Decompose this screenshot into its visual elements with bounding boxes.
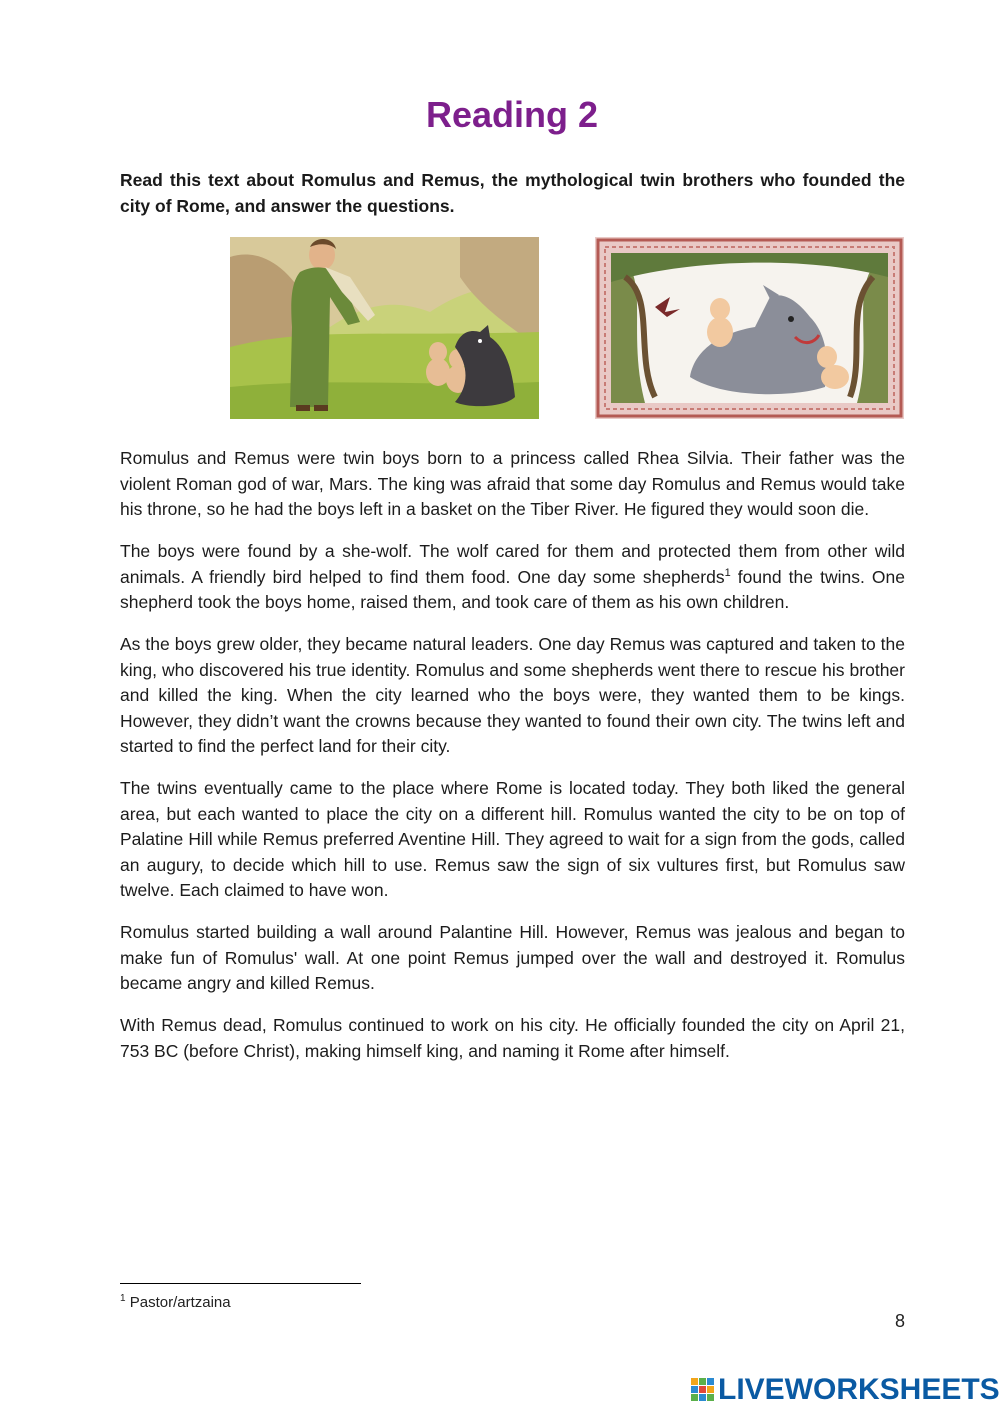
footnote-reference: 1	[724, 566, 731, 579]
footnote	[120, 1293, 231, 1311]
she-wolf-with-twins-image	[595, 237, 904, 419]
paragraph-4: The twins eventually came to the place where Rome is located today. They both liked the general area, but each wanted to place the city on a different hill. Romulus wanted the city to be on top of Palatine Hill while Remus preferred Aventine Hill. They agreed to wait for a sign from the gods, called an augury, to decide which hill to use. Remus saw the sign of six vultures first, but Romulus saw twelve. Each claimed to have won.	[120, 778, 905, 900]
paragraph-2	[120, 539, 905, 616]
paragraph-2-part-2: found the twins. One shepherd took the boys home, raised them, and took care of them as his own children.	[120, 566, 905, 612]
liveworksheets-brand[interactable]	[690, 1374, 1000, 1406]
page-title: Reading 2	[425, 94, 599, 135]
paragraph-2-part-1: The boys were found by a she-wolf. The wolf cared for them and protected them from other wild animals. A friendly bird helped to find them food. One day some shepherds	[120, 541, 905, 587]
page-number: 8	[894, 1311, 905, 1331]
shepherd-finding-twins-image	[230, 237, 539, 419]
paragraph-5: Romulus started building a wall around Palantine Hill. However, Remus was jealous and began to make fun of Romulus' wall. At one point Remus jumped over the wall and destroyed it. Romulus became angry and killed Remus.	[120, 922, 905, 993]
footnote-marker: 1	[120, 1293, 126, 1304]
reading-text	[120, 446, 905, 1081]
paragraph-1: Romulus and Remus were twin boys born to a princess called Rhea Silvia. Their father was the violent Roman god of war, Mars. The king was afraid that some day Romulus and Remus would take his throne, so he had the boys left in a basket on the Tiber River. He figured they would soon die.	[120, 448, 905, 519]
liveworksheets-logo-icon	[690, 1377, 716, 1403]
reading-instructions: Read this text about Romulus and Remus, the mythological twin brothers who founded the city of Rome, and answer the questions.	[120, 170, 905, 216]
liveworksheets-wordmark: LIVEWORKSHEETS	[718, 1373, 1000, 1406]
paragraph-3: As the boys grew older, they became natural leaders. One day Remus was captured and taken to the king, who discovered his true identity. Romulus and some shepherds went there to rescue his brother and killed the king. When the city learned who the boys were, they wanted them to be kings. However, they didn’t want the crowns because they wanted to found their own city. The twins left and started to find the perfect land for their city.	[120, 634, 905, 756]
footnote-divider	[120, 1283, 361, 1284]
footnote-text: Pastor/artzaina	[125, 1294, 231, 1311]
paragraph-6: With Remus dead, Romulus continued to work on his city. He officially founded the city on April 21, 753 BC (before Christ), making himself king, and naming it Rome after himself.	[120, 1015, 905, 1061]
